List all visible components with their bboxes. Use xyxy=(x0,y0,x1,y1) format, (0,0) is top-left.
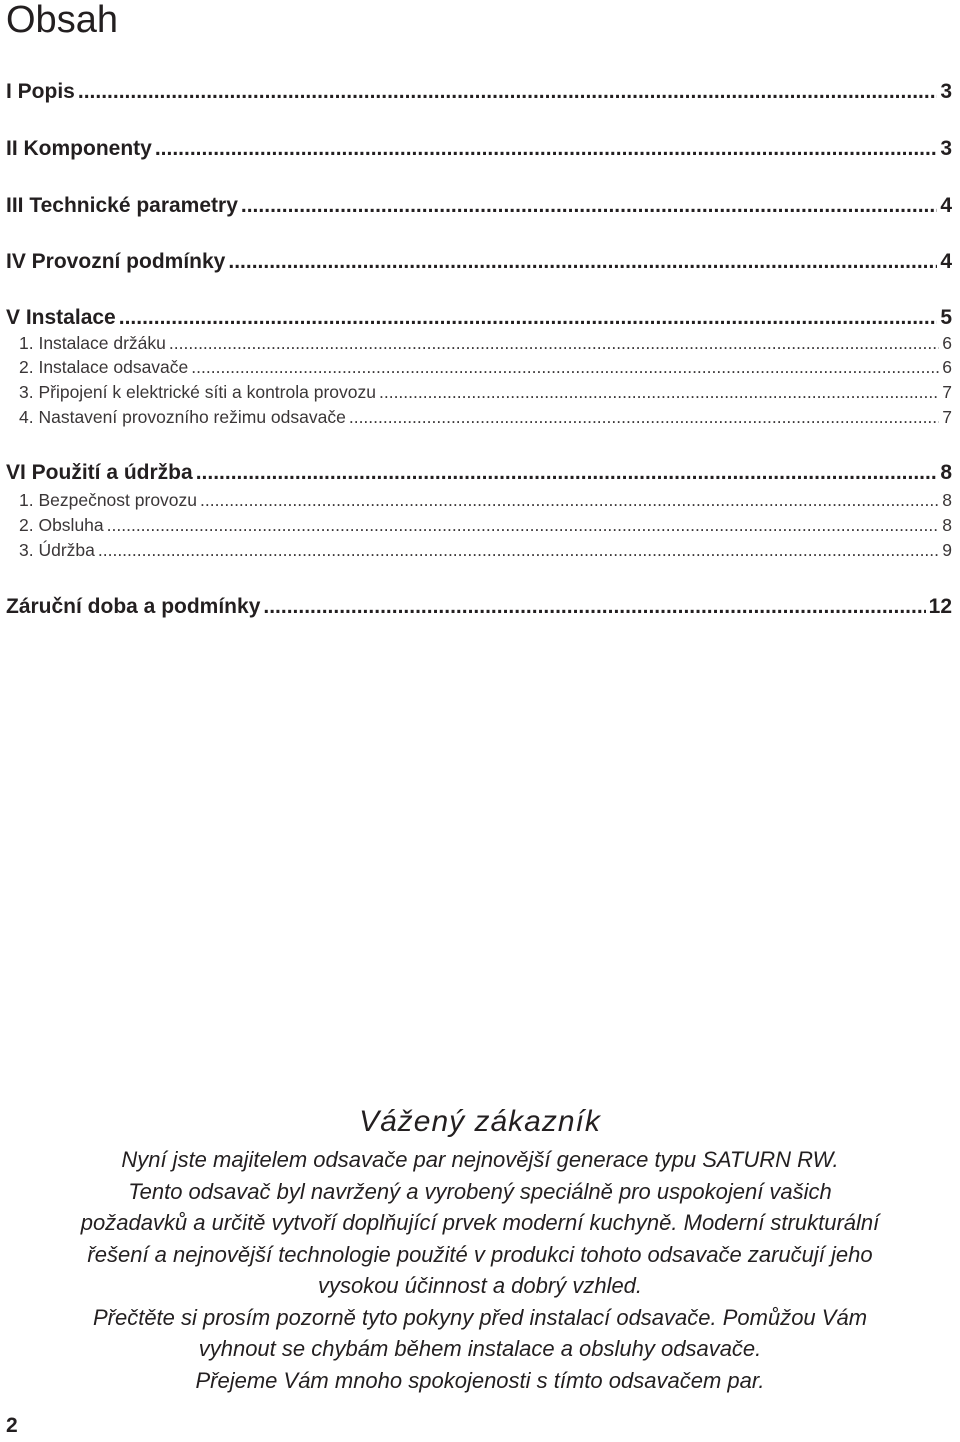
greeting-line: vysokou účinnost a dobrý vzhled. xyxy=(317,1273,643,1298)
toc-entry-pouziti-a-udrzba[interactable] xyxy=(6,461,952,485)
toc-entry-page: 9 xyxy=(942,540,952,560)
toc-entry-label: I Popis xyxy=(6,80,75,103)
toc-entry-page: 3 xyxy=(940,80,952,103)
toc-entry-page: 8 xyxy=(942,515,952,535)
toc-leader-dots xyxy=(379,382,939,403)
toc-leader-dots xyxy=(200,490,939,511)
toc-leader-dots xyxy=(228,250,937,274)
toc-entry-label: IV Provozní podmínky xyxy=(6,250,226,273)
toc-entry-komponenty[interactable] xyxy=(6,137,952,161)
toc-entry-page: 5 xyxy=(940,306,952,329)
toc-entry-technicke-parametry[interactable] xyxy=(6,194,952,218)
toc-entry-instalace[interactable] xyxy=(6,306,952,330)
greeting-line: Nyní jste majitelem odsavače par nejnovější generace typu SATURN RW. xyxy=(121,1147,839,1172)
toc-leader-dots xyxy=(241,194,937,218)
toc-subentry-obsluha[interactable] xyxy=(6,515,952,536)
toc-subentry-udrzba[interactable] xyxy=(6,540,952,561)
toc-entry-label: 3. Připojení k elektrické síti a kontrola provozu xyxy=(19,382,376,402)
toc-entry-popis[interactable] xyxy=(6,80,952,104)
greeting-heading: Vážený zákazník xyxy=(359,1105,601,1138)
toc-leader-dots xyxy=(263,595,925,619)
greeting-line: Tento odsavač byl navržený a vyrobený speciálně pro uspokojení vašich xyxy=(128,1178,832,1204)
toc-entry-page: 8 xyxy=(942,490,952,510)
toc-subentry-bezpecnost[interactable] xyxy=(6,490,952,511)
toc-subentry-pripojeni[interactable] xyxy=(6,382,952,403)
toc-entry-page: 7 xyxy=(942,407,952,427)
toc-entry-label: 2. Obsluha xyxy=(19,515,104,535)
toc-entry-label: 1. Bezpečnost provozu xyxy=(19,490,198,510)
toc-entry-page: 12 xyxy=(928,595,952,618)
toc-entry-label: II Komponenty xyxy=(6,137,152,160)
customer-greeting xyxy=(0,1102,960,1396)
toc-subentry-nastaveni[interactable] xyxy=(6,407,952,428)
toc-entry-page: 6 xyxy=(942,333,952,353)
toc-entry-label: III Technické parametry xyxy=(6,194,238,217)
page-number: 2 xyxy=(6,1414,18,1437)
toc-entry-label: V Instalace xyxy=(6,306,116,329)
toc-entry-label: VI Použití a údržba xyxy=(6,461,193,484)
toc-entry-label: 4. Nastavení provozního režimu odsavače xyxy=(19,407,346,427)
toc-subentry-instalace-drzaku[interactable] xyxy=(6,333,952,354)
toc-leader-dots xyxy=(191,357,939,378)
toc-entry-label: 3. Údržba xyxy=(19,540,95,560)
toc-leader-dots xyxy=(155,137,937,161)
greeting-line: Přejeme Vám mnoho spokojenosti s tímto odsavačem par. xyxy=(195,1367,765,1393)
toc-leader-dots xyxy=(196,461,938,485)
greeting-line: vyhnout se chybám během instalace a obsluhy odsavače. xyxy=(198,1336,762,1361)
toc-leader-dots xyxy=(349,407,939,428)
toc-subentry-instalace-odsavace[interactable] xyxy=(6,357,952,378)
toc-entry-page: 3 xyxy=(940,137,952,160)
toc-entry-label: 2. Instalace odsavače xyxy=(19,357,189,377)
toc-entry-page: 6 xyxy=(942,357,952,377)
toc-entry-label: 1. Instalace držáku xyxy=(19,333,166,353)
toc-entry-page: 4 xyxy=(940,194,952,217)
toc-entry-page: 7 xyxy=(942,382,952,402)
toc-leader-dots xyxy=(107,515,940,536)
toc-leader-dots xyxy=(98,540,939,561)
toc-entry-page: 4 xyxy=(940,250,952,273)
toc-leader-dots xyxy=(169,333,939,354)
toc-entry-label: Záruční doba a podmínky xyxy=(6,595,261,618)
greeting-line: řešení a nejnovější technologie použité v produkci tohoto odsavače zaručují jeho xyxy=(87,1241,873,1267)
toc-entry-zarucni-doba[interactable] xyxy=(6,595,952,619)
greeting-line: Přečtěte si prosím pozorně tyto pokyny před instalací odsavače. Pomůžou Vám xyxy=(92,1304,868,1330)
toc-entry-page: 8 xyxy=(940,461,952,484)
toc-leader-dots xyxy=(78,80,937,104)
toc-leader-dots xyxy=(119,306,938,330)
greeting-line: požadavků a určitě vytvoří doplňující prvek moderní kuchyně. Moderní strukturální xyxy=(80,1210,880,1235)
toc-entry-provozni-podminky[interactable] xyxy=(6,250,952,274)
page-title: Obsah xyxy=(6,0,118,41)
